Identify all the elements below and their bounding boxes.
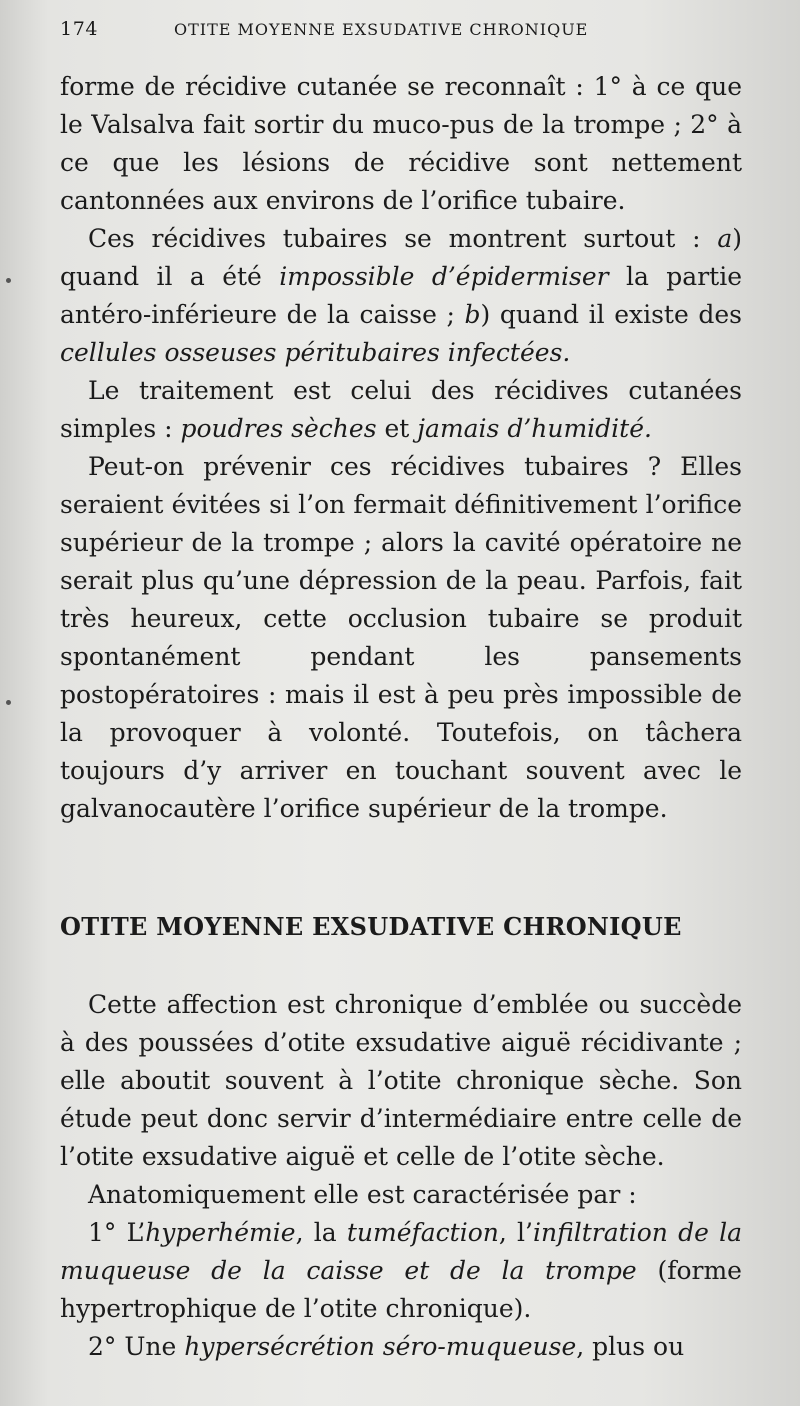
text-run: Ces récidives tubaires se montrent surtout : [88, 224, 718, 253]
text-run: ) quand il a été [60, 224, 742, 291]
paragraph [60, 1328, 742, 1366]
text-run: Le traitement est celui des récidives cutanées simples : [60, 376, 742, 443]
text-run: , plus ou [576, 1332, 685, 1361]
text-run: 2° Une [88, 1332, 185, 1361]
paragraph [60, 220, 742, 372]
italic-text: poudres sèches [180, 414, 377, 443]
italic-text: a [717, 224, 733, 253]
italic-text: hypersécrétion séro-muqueuse [184, 1332, 577, 1361]
text-run: , la [295, 1218, 347, 1247]
italic-text: tuméfaction [346, 1218, 499, 1247]
margin-mark [6, 700, 11, 705]
paragraph [60, 986, 742, 1176]
italic-text: b [464, 300, 481, 329]
italic-text: infiltration de la muqueuse de la caisse et de la trompe [60, 1218, 742, 1285]
text-run: ) quand il existe des [480, 300, 742, 329]
text-run: Peut-on prévenir ces récidives tubaires ? Elles seraient évitées si l’on fermait définitivement l’orifice supérieur de la trompe ; alors la cavité opératoire ne serait plus qu’une dépression de la peau. Parfois, fait très heureux, cette occlusion tubaire se produit spontanément pendant les pansements postopératoires : mais il est à peu près impossible de la provoquer à volonté. Toutefois, on tâchera toujours d’y arriver en touchant souvent avec le galvanocautère l’orifice supérieur de la trompe. [60, 452, 742, 823]
text-run: forme de récidive cutanée se reconnaît : 1° à ce que le Valsalva fait sortir du muco-pus de la trompe ; 2° à ce que les lésions de récidive sont nettement cantonnées aux environs de l’orifice tubaire. [60, 72, 742, 215]
paragraph [60, 68, 742, 220]
paragraph [60, 372, 742, 448]
section-heading: OTITE MOYENNE EXSUDATIVE CHRONIQUE [60, 912, 682, 941]
margin-mark [6, 278, 11, 283]
text-run: Anatomiquement elle est caractérisée par : [88, 1180, 637, 1209]
page-number: 174 [60, 18, 99, 40]
text-run: la partie antéro-inférieure de la caisse ; [60, 262, 742, 329]
text-run: Cette affection est chronique d’emblée ou succède à des poussées d’otite exsudative aiguë récidivante ; elle aboutit souvent à l’otite chronique sèche. Son étude peut donc servir d’intermédiaire entre celle de l’otite exsudative aiguë et celle de l’otite sèche. [60, 990, 742, 1171]
paragraph [60, 448, 742, 828]
running-title: OTITE MOYENNE EXSUDATIVE CHRONIQUE [174, 20, 589, 39]
italic-text: hyperhémie [145, 1218, 296, 1247]
paragraph [60, 1214, 742, 1328]
italic-text: cellules osseuses péritubaires infectées. [60, 338, 571, 367]
text-run: , l’ [498, 1218, 533, 1247]
italic-text: jamais d’humidité. [417, 414, 652, 443]
page-header [60, 18, 720, 48]
body-text [60, 68, 742, 828]
text-run: (forme hypertrophique de l’otite chronique). [60, 1256, 742, 1323]
text-run: et [376, 414, 418, 443]
paragraph [60, 1176, 742, 1214]
text-run: 1° L’ [88, 1218, 146, 1247]
italic-text: impossible d’épidermiser [279, 262, 609, 291]
section-body-text [60, 986, 742, 1366]
